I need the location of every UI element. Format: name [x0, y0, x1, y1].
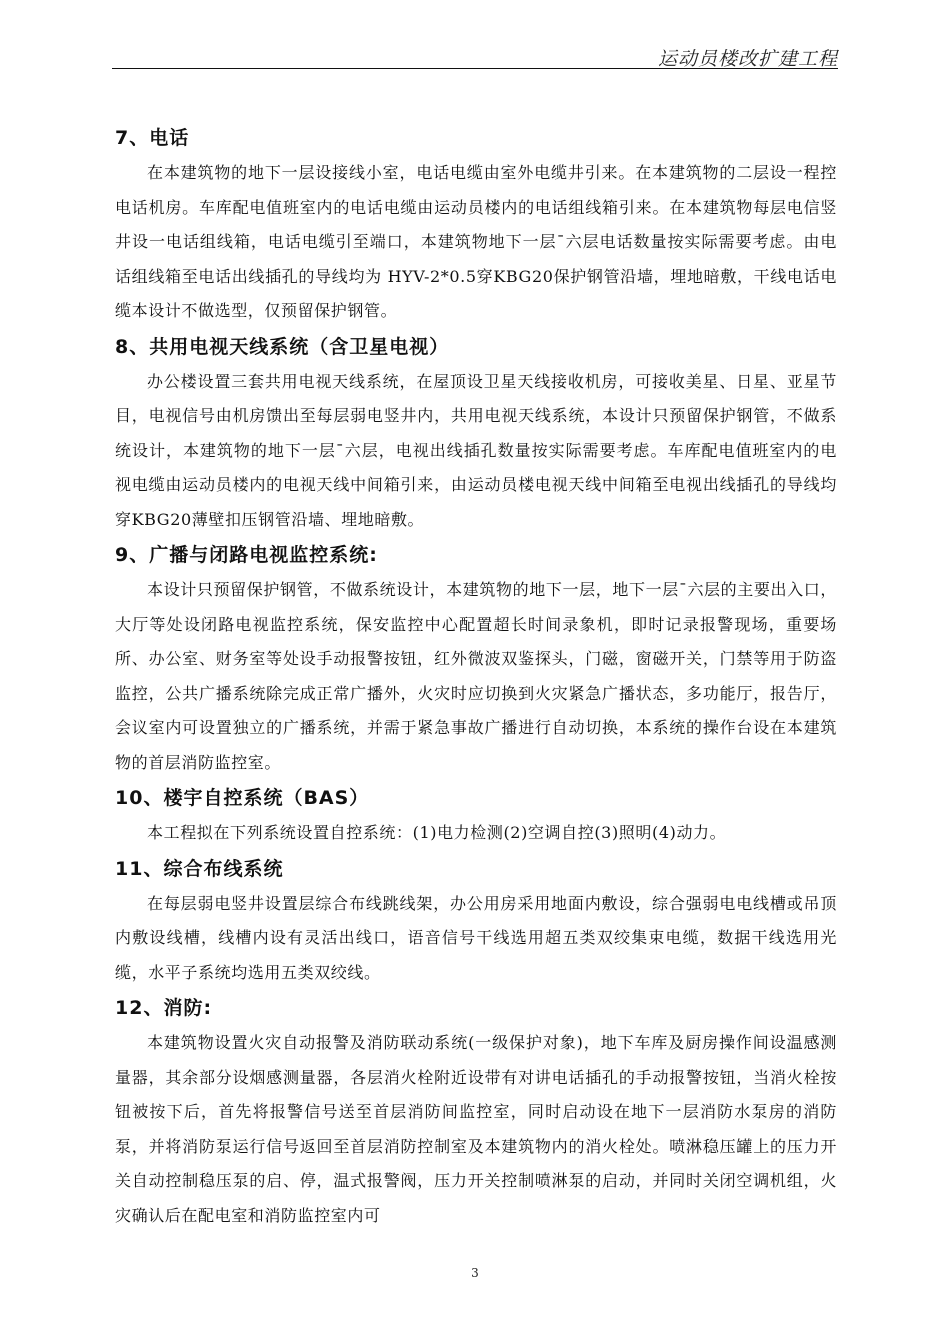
section-heading: 8、共用电视天线系统（含卫星电视）	[115, 335, 450, 358]
section-paragraph: 本工程拟在下列系统设置自控系统：(1)电力检测(2)空调自控(3)照明(4)动力。	[147, 823, 727, 842]
section-bas	[115, 780, 837, 851]
document-body	[115, 120, 837, 1233]
section-paragraph: 办公楼设置三套共用电视天线系统，在屋顶设卫星天线接收机房，可接收美星、日星、亚星节目，电视信号由机房馈出至每层弱电竖井内，共用电视天线系统，本设计只预留保护钢管，不做系统设计，本建筑物的地下一层¯六层，电视出线插孔数量按实际需要考虑。车库配电值班室内的电视电缆由运动员楼内的电视天线中间箱引来，由运动员楼电视天线中间箱至电视出线插孔的导线均穿KBG20薄壁扣压钢管沿墙、埋地暗敷。	[115, 371, 837, 529]
page-number: 3	[471, 1266, 479, 1280]
section-paragraph: 在本建筑物的地下一层设接线小室，电话电缆由室外电缆井引来。在本建筑物的二层设一程控电话机房。车库配电值班室内的电话电缆由运动员楼内的电话组线箱引来。在本建筑物每层电信竖井设一电话组线箱，电话电缆引至端口，本建筑物地下一层¯六层电话数量按实际需要考虑。由电话组线箱至电话出线插孔的导线均为 HYV-2*0.5穿KBG20保护钢管沿墙，埋地暗敷，干线电话电缆本设计不做选型，仅预留保护钢管。	[115, 163, 837, 320]
section-heading: 12、消防:	[115, 997, 213, 1019]
section-fire-protection	[115, 990, 837, 1233]
section-heading: 10、楼宇自控系统（BAS）	[115, 787, 370, 809]
running-header-title: 运动员楼改扩建工程	[657, 48, 838, 70]
section-paragraph: 本设计只预留保护钢管，不做系统设计，本建筑物的地下一层，地下一层¯六层的主要出入口，大厅等处设闭路电视监控系统，保安监控中心配置超长时间录象机，即时记录报警现场，重要场所、办公室、财务室等处设手动报警按钮，红外微波双鉴探头，门磁，窗磁开关，门禁等用于防盗监控，公共广播系统除完成正常广播外，火灾时应切换到火灾紧急广播状态，多功能厅，报告厅，会议室内可设置独立的广播系统，并需于紧急事故广播进行自动切换，本系统的操作台设在本建筑物的首层消防监控室。	[115, 580, 837, 772]
section-telephone	[115, 120, 837, 329]
section-broadcast-cctv	[115, 537, 837, 780]
section-catv	[115, 329, 837, 538]
section-paragraph: 本建筑物设置火灾自动报警及消防联动系统(一级保护对象)，地下车库及厨房操作间设温感测量器，其余部分设烟感测量器，各层消火栓附近设带有对讲电话插孔的手动报警按钮，当消火栓按钮被按下后，首先将报警信号送至首层消防间监控室，同时启动设在地下一层消防水泵房的消防泵，并将消防泵运行信号返回至首层消防控制室及本建筑物内的消火栓处。喷淋稳压罐上的压力开关自动控制稳压泵的启、停，温式报警阀，压力开关控制喷淋泵的启动，并同时关闭空调机组，火灾确认后在配电室和消防监控室内可	[115, 1033, 837, 1225]
header-rule	[112, 68, 838, 69]
section-heading: 11、综合布线系统	[115, 857, 284, 880]
section-heading: 9、广播与闭路电视监控系统:	[115, 544, 378, 566]
section-paragraph: 在每层弱电竖井设置层综合布线跳线架，办公用房采用地面内敷设，综合强弱电电线槽或吊顶内敷设线槽，线槽内设有灵活出线口，语音信号干线选用超五类双绞集束电缆，数据干线选用光缆，水平子系统均选用五类双绞线。	[115, 893, 837, 982]
section-heading: 7、电话	[115, 127, 190, 149]
section-cabling	[115, 851, 837, 991]
